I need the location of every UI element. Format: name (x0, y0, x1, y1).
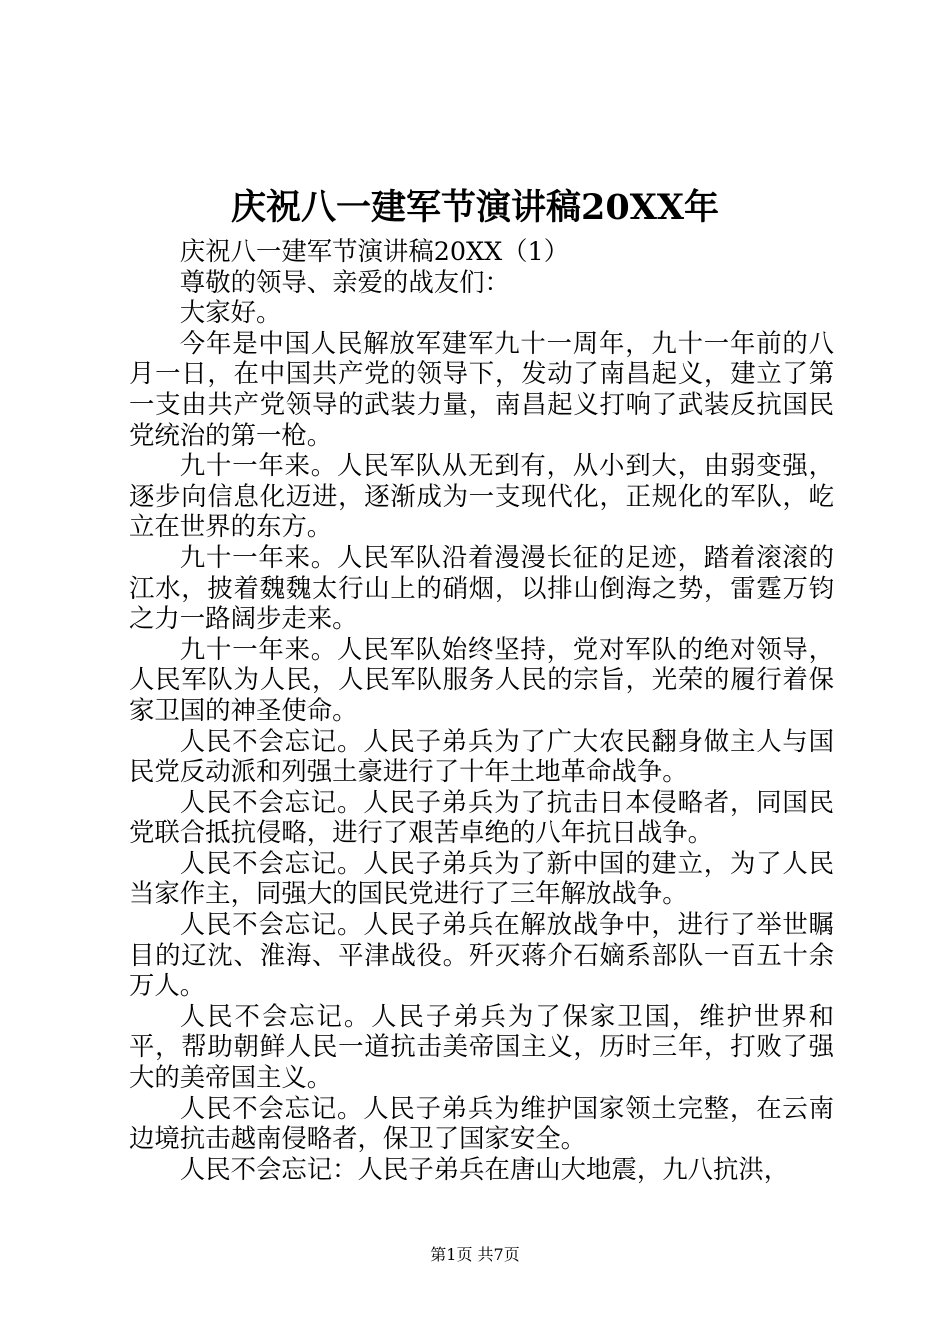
paragraph-body: 九十一年来。人民军队沿着漫漫长征的足迹，踏着滚滚的江水，披着魏魏太行山上的硝烟，以排山倒海之势，雷霆万钧之力一路阔步走来。 (129, 541, 834, 634)
paragraph-body: 人民不会忘记。人民子弟兵在解放战争中，进行了举世瞩目的辽沈、淮海、平津战役。歼灭蒋介石嫡系部队一百五十余万人。 (129, 909, 834, 1001)
paragraph-body: 九十一年来。人民军队始终坚持，党对军队的绝对领导，人民军队为人民，人民军队服务人民的宗旨，光荣的履行着保家卫国的神圣使命。 (129, 633, 834, 725)
paragraph-body: 九十一年来。人民军队从无到有，从小到大，由弱变强，逐步向信息化迈进，逐渐成为一支现代化，正规化的军队，屹立在世界的东方。 (129, 450, 834, 542)
paragraph-body: 人民不会忘记。人民子弟兵为了广大农民翻身做主人与国民党反动派和列强土豪进行了十年土地革命战争。 (129, 725, 834, 787)
page-number-footer: 第1页 共7页 (430, 1245, 520, 1264)
document-title: 庆祝八一建军节演讲稿20XX年 (230, 187, 720, 228)
paragraph-body: 人民不会忘记。人民子弟兵为了新中国的建立，为了人民当家作主，同强大的国民党进行了三年解放战争。 (129, 847, 834, 909)
paragraph-subtitle: 庆祝八一建军节演讲稿20XX（1） (179, 236, 570, 266)
paragraph-salutation: 尊敬的领导、亲爱的战友们： (179, 266, 510, 297)
paragraph-greeting: 大家好。 (179, 297, 282, 328)
paragraph-body: 人民不会忘记。人民子弟兵为了保家卫国，维护世界和平，帮助朝鲜人民一道抗击美帝国主义，历时三年，打败了强大的美帝国主义。 (129, 1000, 834, 1093)
document-body (129, 236, 834, 1184)
paragraph-body: 今年是中国人民解放军建军九十一周年，九十一年前的八月一日，在中国共产党的领导下，发动了南昌起义，建立了第一支由共产党领导的武装力量，南昌起义打响了武装反抗国民党统治的第一枪。 (129, 327, 834, 450)
paragraph-body: 人民不会忘记。人民子弟兵为了抗击日本侵略者，同国民党联合抵抗侵略，进行了艰苦卓绝的八年抗日战争。 (129, 786, 834, 848)
paragraph-body: 人民不会忘记。人民子弟兵为维护国家领土完整，在云南边境抗击越南侵略者，保卫了国家安全。 (129, 1092, 834, 1154)
paragraph-body: 人民不会忘记：人民子弟兵在唐山大地震，九八抗洪， (179, 1153, 790, 1184)
